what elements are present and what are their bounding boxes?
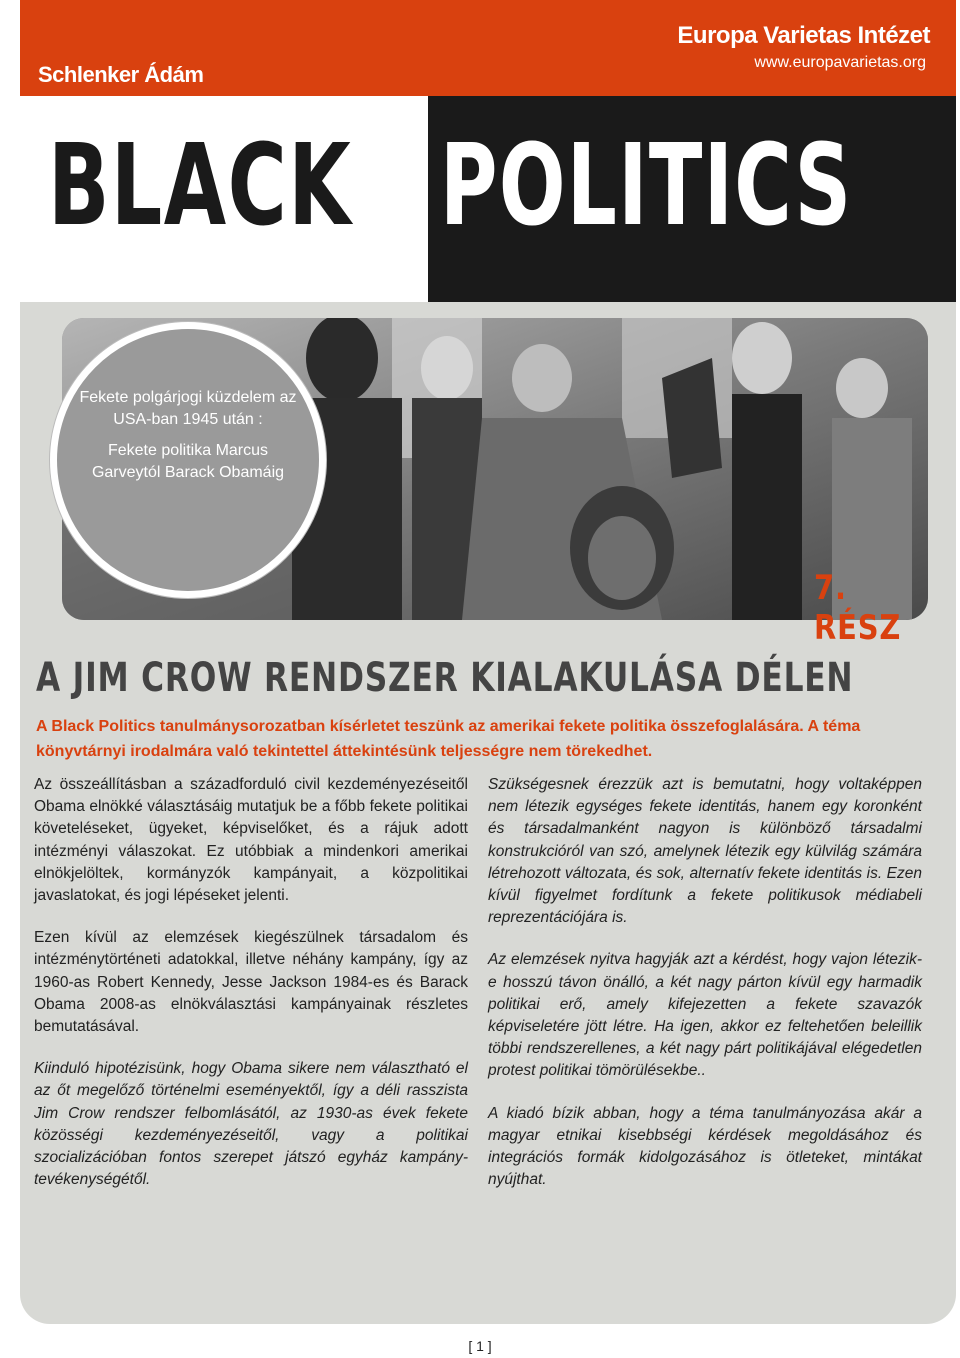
left-paragraph-1: Az összeállításban a századforduló civil kezdeményezéseitől Obama elnökké választásáig mutatjuk be a főbb fekete politikai követeléseket, ügyeket, képviselőket, és a rájuk adott intézményi válaszokat. Ez utóbbiak a mindenkori amerikai elnökjelöltek, kormányzók kampányait, a közpolitikai javaslatokat, és jogi lépéseket jelenti. (34, 776, 468, 905)
right-paragraph-1: Szükségesnek érezzük azt is bemutatni, hogy voltaképpen nem létezik egységes fekete identitás, hanem egy koronként és társadalmanként nagyon is különböző társadalmi konstrukcióról van szó, amelynek létezik egy külvilág számára létrehozott változata, és sok, alternatív fekete identitás is. Ezen kívül figyelmet fordítunk a fekete politikusok médiabeli reprezentációjára is. (488, 776, 922, 927)
author-name: Schlenker Ádám (38, 62, 204, 87)
right-column (488, 774, 922, 1211)
part-label: 7. RÉSZ (814, 568, 902, 648)
right-paragraph-2: Az elemzések nyitva hagyják azt a kérdést, hogy vajon létezik-e hosszú távon önálló, a két nagy párton kívül egy harmadik politikai erő, amely kifejezetten a fekete szavazók képviseletére jött létre. Ha igen, akkor ez feltehetően beleillik többi rendszerellenes, a két nagy párt politikájával elégedetlen protest politikai tömörülésekbe.. (488, 951, 922, 1080)
headline: A JIM CROW RENDSZER KIALAKULÁSA DÉLEN (36, 655, 854, 701)
circle-text-line2: Fekete politika Marcus Garveytól Barack Obamáig (91, 442, 285, 481)
title-word-black: BLACK (48, 121, 353, 251)
left-column (34, 774, 468, 1211)
circle-text-line1: Fekete polgárjogi küzdelem az USA-ban 1945 után : (79, 389, 297, 428)
left-paragraph-2: Ezen kívül az elemzések kiegészülnek társadalom és intézménytörténeti adatokkal, illetve néhány kampány, így az 1960-as Robert Kennedy, Jesse Jackson 1984-es és Barack Obama 2008-as elnökválasztási kampányainak részletes bemutatásával. (34, 929, 468, 1036)
org-name: Europa Varietas Intézet (677, 22, 930, 49)
title-word-politics: POLITICS (440, 121, 853, 251)
left-paragraph-3: Kiinduló hipotézisünk, hogy Obama sikere nem választható el az őt megelőző történelmi eseményektől, így a déli rasszista Jim Crow rendszer felbomlásától, az 1930-as évek fekete közösségi kezdeményezéseitől, vagy a politikai szocializációban fontos szerepet játszó egyház kampány-tevékenységétől. (34, 1060, 468, 1189)
right-paragraph-3: A kiadó bízik abban, hogy a téma tanulmányozása akár a magyar etnikai kisebbségi kérdések megoldásához és integrációs formák kidolgozásához is ötleteket, mintákat nyújthat. (488, 1104, 922, 1189)
intro-circle (50, 322, 326, 598)
page-number: [ 1 ] (468, 1338, 492, 1354)
org-url[interactable]: www.europavarietas.org (754, 54, 926, 71)
lead-paragraph: A Black Politics tanulmánysorozatban kísérletet teszünk az amerikai fekete politika összefoglalására. A téma könyvtárnyi irodalmára való tekintettel áttekintésünk teljességre nem törekedhet. (36, 718, 861, 760)
